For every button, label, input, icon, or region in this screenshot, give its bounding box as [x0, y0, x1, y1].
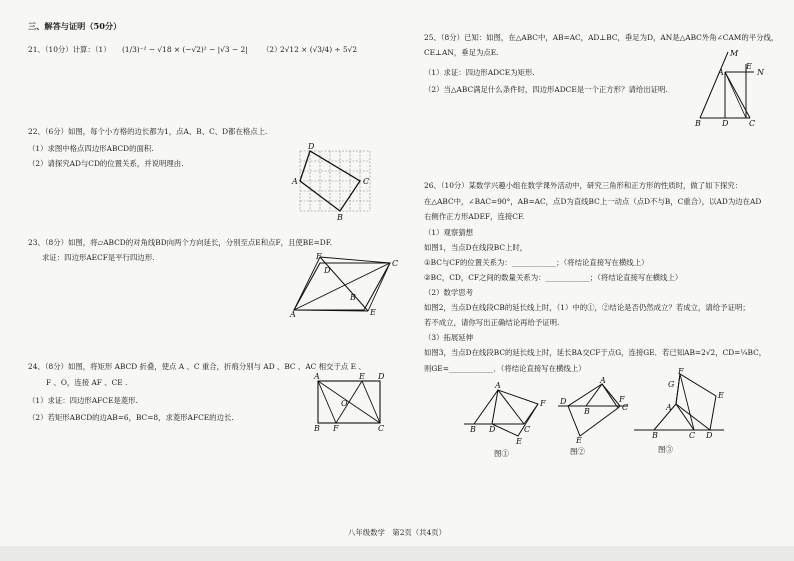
q26-figure-3 [632, 367, 742, 456]
q26-fig3-label-e: E [718, 391, 724, 400]
q24-line2: F 、O，连接 AF 、CE . [46, 378, 128, 387]
q26-sub1: （1）观察猜想 [424, 228, 474, 237]
q26-fig3-label-a: A [666, 403, 672, 412]
q26-sub1a: 如图1，当点D在线段BC上时， [424, 243, 528, 252]
q26-line1: 26、（10分）某数学兴趣小组在数学课外活动中，研究三角形和正方形的性质时，做了如下探究： [424, 181, 743, 190]
q26-fig1-label-b: B [470, 425, 476, 434]
q26-fig3-label-b: B [652, 431, 658, 440]
q26-fig3-label-d: D [706, 431, 713, 440]
q26-fig1-caption: 图① [494, 449, 509, 458]
q25-label-m: M [730, 49, 739, 58]
q26-fig2-caption: 图② [570, 447, 585, 456]
q26-fig1-label-d: D [489, 425, 496, 434]
q23-ask: 求证：四边形AECF是平行四边形. [42, 253, 155, 262]
q26-fig1-label-f: F [540, 399, 546, 408]
q26-fig1-label-a: A [495, 381, 501, 390]
q24-label-c: C [378, 424, 385, 433]
scan-bottom-edge [0, 546, 794, 561]
q26-sub2: （2）数学思考 [424, 288, 474, 297]
q26-sub2b: 若不成立，请你写出正确结论再给予证明. [424, 318, 560, 327]
q22-grid-figure [290, 142, 380, 222]
q23-parallelogram-figure [290, 252, 400, 319]
q26-sub1b: ①BC与CF的位置关系为：____________；（将结论直接写在横线上） [424, 258, 649, 267]
q23-label-a: A [290, 310, 296, 319]
q22-label-d: D [308, 142, 315, 151]
q25-label-e: E [746, 62, 752, 71]
q23-label-e: E [370, 308, 376, 317]
section-title: 三、解答与证明（50分） [28, 21, 122, 31]
q26-fig2-label-c: C [622, 403, 629, 412]
q25-part2: （2）当△ABC满足什么条件时，四边形ADCE是一个正方形？请给出证明. [424, 85, 668, 94]
q25-label-d: D [722, 119, 729, 128]
q26-fig2-label-b: B [584, 407, 590, 416]
q22-label-c: C [363, 177, 370, 186]
q22-head: 22、（6分）如图，每个小方格的边长都为1，点A、B、C、D都在格点上. [28, 127, 268, 136]
q26-fig1-label-c: C [524, 425, 531, 434]
q26-line3: 右侧作正方形ADEF，连接CF. [424, 212, 525, 221]
q25-label-b: B [695, 119, 701, 128]
q26-sub3b: 则GE=____________．（将结论直接写在横线上） [424, 364, 586, 373]
q26-sub3a: 如图3，当点D在线段BC的延长线上时，延长BA交CF于点G，连接GE．若已知AB=2√2，CD=¼BC， [424, 348, 767, 357]
q26-fig3-label-g: G [668, 380, 675, 389]
q24-line1: 24、（8分）如图，将矩形 ABCD 折叠，使点 A 、C 重合，折痕分别与 AD 、BC 、AC 相交于点 E 、 [28, 362, 366, 371]
q23-label-b: B [350, 293, 356, 302]
q26-fig3-label-c: C [689, 431, 696, 440]
q25-part1: （1）求证：四边形ADCE为矩形. [424, 68, 535, 77]
left-column [28, 0, 398, 561]
q24-label-o: O [341, 399, 348, 408]
q25-triangle-figure [694, 50, 766, 126]
q26-fig2-label-e: E [576, 436, 582, 445]
q22-label-b: B [337, 213, 343, 222]
right-column [410, 0, 780, 561]
q24-label-d: D [378, 372, 385, 381]
q25-label-c: C [749, 119, 756, 128]
q24-label-b: B [314, 424, 320, 433]
q21-expr2: 2√12 × (√3/4) ÷ 5√2 [280, 45, 358, 54]
q26-sub3: （3）拓展延伸 [424, 333, 474, 342]
q25-label-a: A [718, 68, 724, 77]
q21-expr1: (1/3)⁻² − √18 × (−√2)² − |√3 − 2| [122, 45, 248, 54]
q26-fig2-label-f: F [619, 395, 625, 404]
q24-label-e: E [359, 372, 365, 381]
q22-part2: （2）请探究AD与CD的位置关系，并说明理由. [28, 159, 184, 168]
q21-head: 21、（10分）计算：（1） [28, 45, 111, 54]
q23-label-d: D [324, 266, 331, 275]
q26-fig2-label-a: A [600, 376, 606, 385]
q26-fig3-caption: 图③ [658, 445, 673, 454]
q23-head: 23、（8分）如图，将▱ABCD的对角线BD向两个方向延长，分别至点E和点F，且使BE=DF. [28, 238, 333, 247]
q26-fig3-label-f: F [678, 367, 684, 376]
q26-sub2a: 如图2，当点D在线段CB的延长线上时，（1）中的①，②结论是否仍然成立？若成立，请给予证明； [424, 303, 750, 312]
page-footer: 八年级数学 第2页（共4页） [347, 528, 447, 537]
q23-label-c: C [392, 259, 399, 268]
q24-part1: （1）求证：四边形AFCE是菱形. [28, 396, 138, 405]
q26-figure-1 [462, 382, 552, 458]
q22-part1: （1）求图中格点四边形ABCD的面积. [28, 144, 154, 153]
q24-part2: （2）若矩形ABCD的边AB=6，BC=8，求菱形AFCE的边长. [28, 413, 234, 422]
q25-label-n: N [757, 68, 764, 77]
q26-fig1-label-e: E [516, 437, 522, 446]
q22-label-a: A [292, 177, 298, 186]
q25-line2: CE⊥AN，垂足为点E. [424, 48, 499, 57]
q24-label-a: A [314, 372, 320, 381]
q25-line1: 25、（8分）已知：如图，在△ABC中，AB=AC，AD⊥BC，垂足为D，AN是△ABC外角∠CAM的平分线， [424, 33, 779, 42]
q26-line2: 在△ABC中，∠BAC=90°，AB=AC，点D为直线BC上一动点（点D不与B，C重合），以AD为边在AD [424, 197, 762, 206]
q26-sub1c: ②BC，CD，CF之间的数量关系为：____________；（将结论直接写在横线上） [424, 273, 683, 282]
q24-label-f: F [333, 424, 339, 433]
q23-label-f: F [316, 252, 322, 261]
q21-part2: （2） [262, 45, 282, 54]
q24-rectangle-figure [312, 373, 388, 433]
q26-fig2-label-d: D [560, 397, 567, 406]
